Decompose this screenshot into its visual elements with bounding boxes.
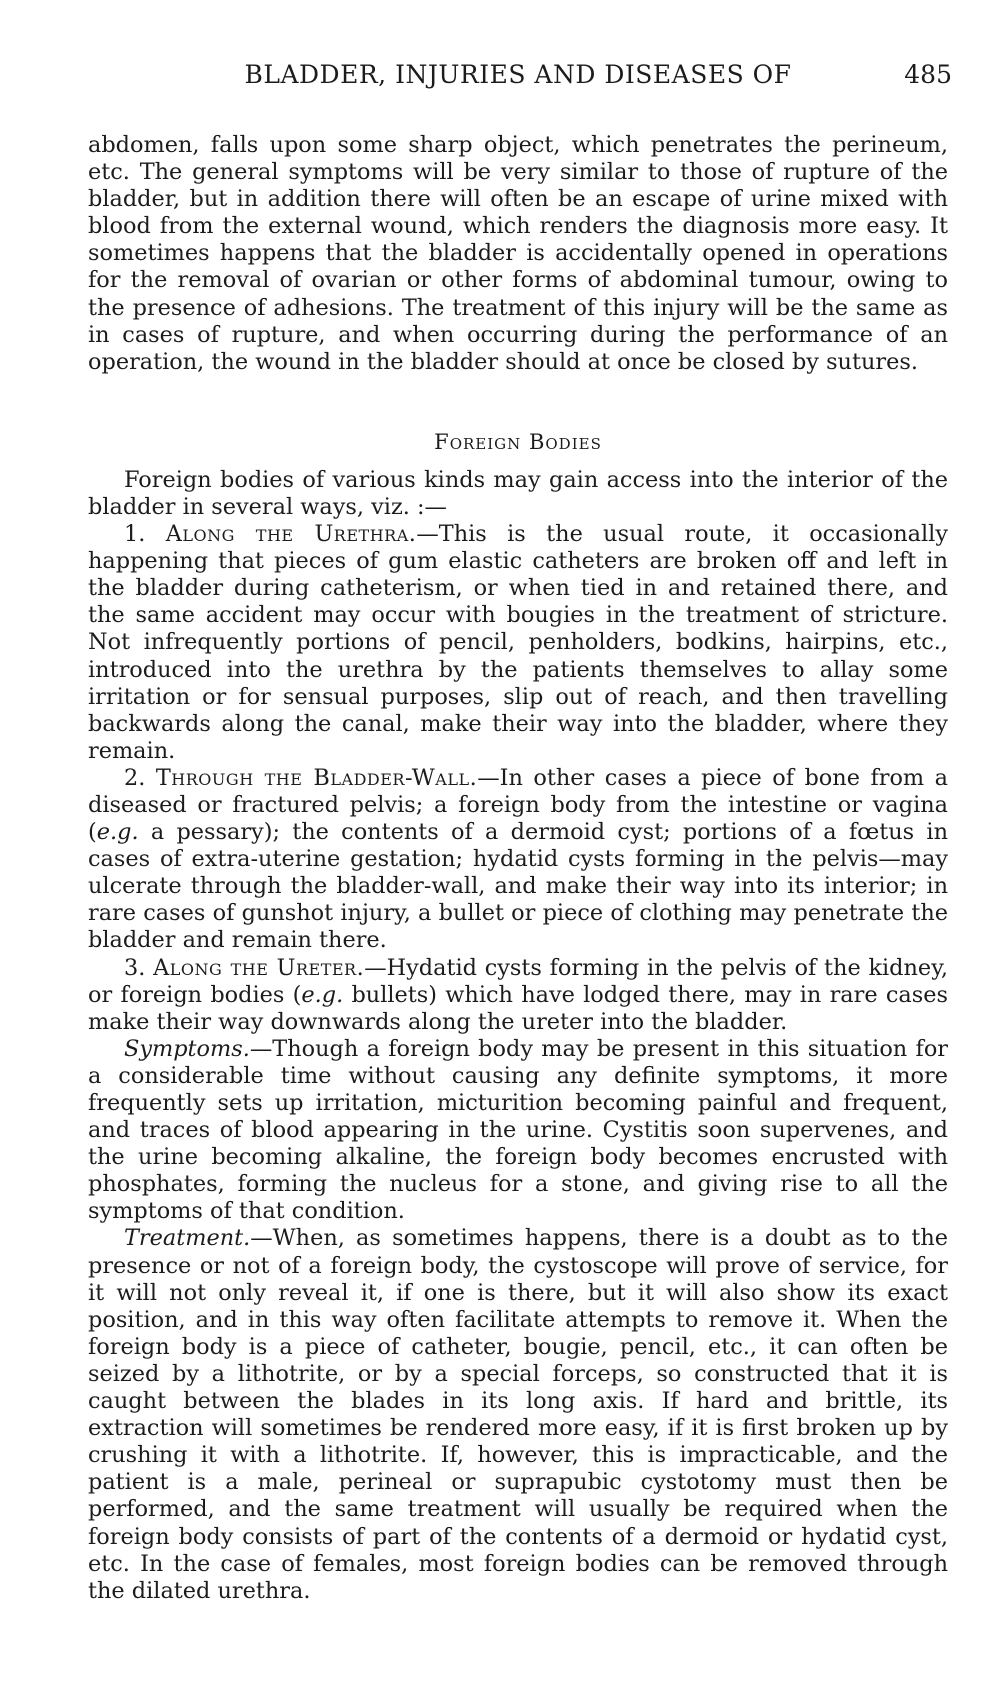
item-text: —Hydatid cysts forming in the pelvis of the kidney, or foreign bodies ( (88, 954, 948, 1008)
item-text: —In other cases a piece of bone from a diseased or fractured pelvis; a foreign body from the intestine or vagina ( (88, 764, 948, 846)
item-lead: Along the Ureter. (153, 954, 365, 981)
page-number: 485 (904, 60, 952, 89)
section-heading: Foreign Bodies (434, 429, 602, 454)
item-lead: Through the Bladder-Wall. (155, 764, 478, 791)
item-text-continued: a pessary); the contents of a dermoid cyst; portions of a fœtus in cases of extra-uterine gestation; hydatid cysts forming in the pelvis—may ulcerate through the bladder-wall, and make their way into its interior; in rare cases of gunshot injury, a bullet or piece of clothing may penetrate the bladder and remain there. (88, 819, 948, 954)
item-text: —This is the usual route, it occasionally happening that pieces of gum elastic catheters are broken off and left in the bladder during catheterism, or when tied in and retained there, and the same accident may occur with bougies in the treatment of stricture. Not infrequently portions of pencil, penholders, bodkins, hairpins, etc., introduced into the urethra by the patients themselves to allay some irritation or for sensual purposes, slip out of reach, and then travelling backwards along the canal, make their way into the bladder, where they remain. (88, 521, 948, 764)
symptoms-lead: Symptoms. (124, 1035, 250, 1062)
item-abbreviation: e.g. (96, 819, 139, 846)
book-page (88, 48, 952, 1605)
symptoms-text: —Though a foreign body may be present in this situation for a considerable time without causing any definite symptoms, it more frequently sets up irritation, micturition becoming painful and frequent, and traces of blood appearing in the urine. Cystitis soon supervenes, and the urine becoming alkaline, the foreign body becomes encrusted with phosphates, forming the nucleus for a stone, and giving rise to all the symptoms of that condition. (88, 1035, 948, 1225)
item-abbreviation: e.g. (301, 981, 344, 1008)
route-item-urethra (88, 521, 948, 765)
running-title: BLADDER, INJURIES AND DISEASES OF (244, 60, 792, 89)
treatment-lead: Treatment. (124, 1225, 251, 1252)
item-text-continued: bullets) which have lodged there, may in rare cases make their way downwards along the ureter into the bladder. (88, 981, 948, 1035)
item-lead: Along the Urethra. (165, 521, 417, 548)
continuation-paragraph: abdomen, falls upon some sharp object, which penetrates the perineum, etc. The general symptoms will be very similar to those of rupture of the bladder, but in addition there will often be an escape of urine mixed with blood from the external wound, which renders the diagnosis more easy. It sometimes happens that the bladder is accidentally opened in operations for the removal of ovarian or other forms of abdominal tumour, owing to the presence of adhesions. The treatment of this injury will be the same as in cases of rupture, and when occurring during the performance of an operation, the wound in the bladder should at once be closed by sutures. (88, 132, 948, 375)
item-number: 2. (124, 764, 146, 791)
symptoms-paragraph (88, 1036, 948, 1226)
item-number: 3. (124, 954, 146, 981)
intro-paragraph: Foreign bodies of various kinds may gain access into the interior of the bladder in several ways, viz. :— (88, 466, 948, 520)
running-header (88, 48, 952, 89)
route-item-bladder-wall (88, 765, 948, 955)
item-number: 1. (124, 521, 146, 548)
route-item-ureter (88, 955, 948, 1036)
treatment-text: —When, as sometimes happens, there is a doubt as to the presence or not of a foreign body, the cystoscope will prove of service, for it will not only reveal it, if one is there, but it will also show its exact position, and in this way often facilitate attempts to remove it. When the foreign body is a piece of catheter, bougie, pencil, etc., it can often be seized by a lithotrite, or by a special forceps, so constructed that it is caught between the blades in its long axis. If hard and brittle, its extraction will sometimes be rendered more easy, if it is first broken up by crushing it with a lithotrite. If, however, this is impracticable, and the patient is a male, perineal or suprapubic cystotomy must then be performed, and the same treatment will usually be required when the foreign body consists of part of the contents of a dermoid or hydatid cyst, etc. In the case of females, most foreign bodies can be removed through the dilated urethra. (88, 1225, 948, 1604)
treatment-paragraph (88, 1225, 948, 1604)
